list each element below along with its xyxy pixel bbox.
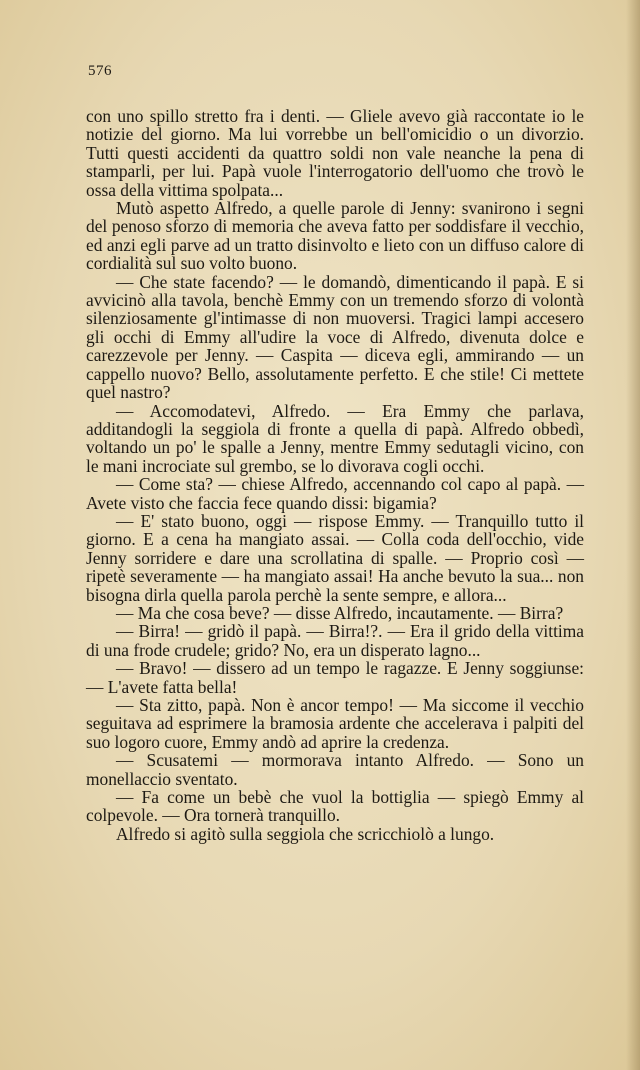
paragraph-4: — Accomodatevi, Alfredo. — Era Emmy che parlava, additandogli la seggiola di fronte a quella di papà. Alfredo obbedì, voltando un po' le spalle a Jenny, mentre Emmy sedutagli vicino, con le mani incrociate sul grembo, se lo divorava cogli occhi. — [86, 400, 584, 476]
paragraph-1: con uno spillo stretto fra i denti. — Gliele avevo già raccontate io le notizie del giorno. Ma lui vorrebbe un bell'omicidio o un divorzio. Tutti questi accidenti da quattro soldi non vale neanche la pena di stamparli, per lui. Papà vuole l'interrogatorio dell'uomo che trovò le ossa della vittima spolpata... — [86, 106, 584, 200]
paragraph-10: — Sta zitto, papà. Non è ancor tempo! — Ma siccome il vecchio seguitava ad esprimere la bramosia ardente che accelerava i palpiti del suo logoro cuore, Emmy andò ad aprire la credenza. — [86, 695, 584, 752]
page-edge-shadow — [626, 0, 640, 1070]
page-number: 576 — [88, 63, 112, 79]
paragraph-12: — Fa come un bebè che vuol la bottiglia — spiegò Emmy al colpevole. — Ora tornerà tranquillo. — [86, 787, 584, 826]
body-text — [86, 107, 584, 843]
paragraph-2: Mutò aspetto Alfredo, a quelle parole di Jenny: svanirono i segni del penoso sforzo di memoria che aveva fatto per soddisfare il vecchio, ed anzi egli parve ad un tratto disinvolto e lieto con un diffuso calore di cordialità sul suo volto buono. — [86, 198, 584, 274]
paragraph-3: — Che state facendo? — le domandò, dimenticando il papà. E si avvicinò alla tavola, benchè Emmy con un tremendo sforzo di volontà silenziosamente gl'intimasse di non muoversi. Tragici lampi accesero gli occhi di Emmy all'udire la voce di Alfredo, divenuta dolce e carezzevole per Jenny. — Caspita — diceva egli, ammirando — un cappello nuovo? Bello, assolutamente perfetto. E che stile! Ci mettete quel nastro? — [86, 271, 584, 403]
paragraph-13: Alfredo si agitò sulla seggiola che scricchiolò a lungo. — [116, 823, 495, 844]
paragraph-5: — Come sta? — chiese Alfredo, accennando col capo al papà. — Avete visto che faccia fece quando dissi: bigamia? — [86, 474, 584, 513]
paragraph-6: — E' stato buono, oggi — rispose Emmy. — Tranquillo tutto il giorno. E a cena ha mangiato assai. — Colla coda dell'occhio, vide Jenny sorridere e dare una scrollatina di spalle. — Proprio così — ripetè severamente — ha mangiato assai! Ha anche bevuto la sua... non bisogna dirla quella parola perchè la sente sempre, e allora... — [86, 510, 584, 605]
paragraph-8: — Birra! — gridò il papà. — Birra!?. — Era il grido della vittima di una frode crudele; grido? No, era un disperato lagno... — [86, 621, 584, 660]
paragraph-11: — Scusatemi — mormorava intanto Alfredo. — Sono un monellaccio sventato. — [86, 750, 584, 789]
paragraph-9: — Bravo! — dissero ad un tempo le ragazze. E Jenny soggiunse: — L'avete fatta bella! — [86, 658, 584, 697]
paragraph-7: — Ma che cosa beve? — disse Alfredo, incautamente. — Birra? — [116, 602, 564, 623]
